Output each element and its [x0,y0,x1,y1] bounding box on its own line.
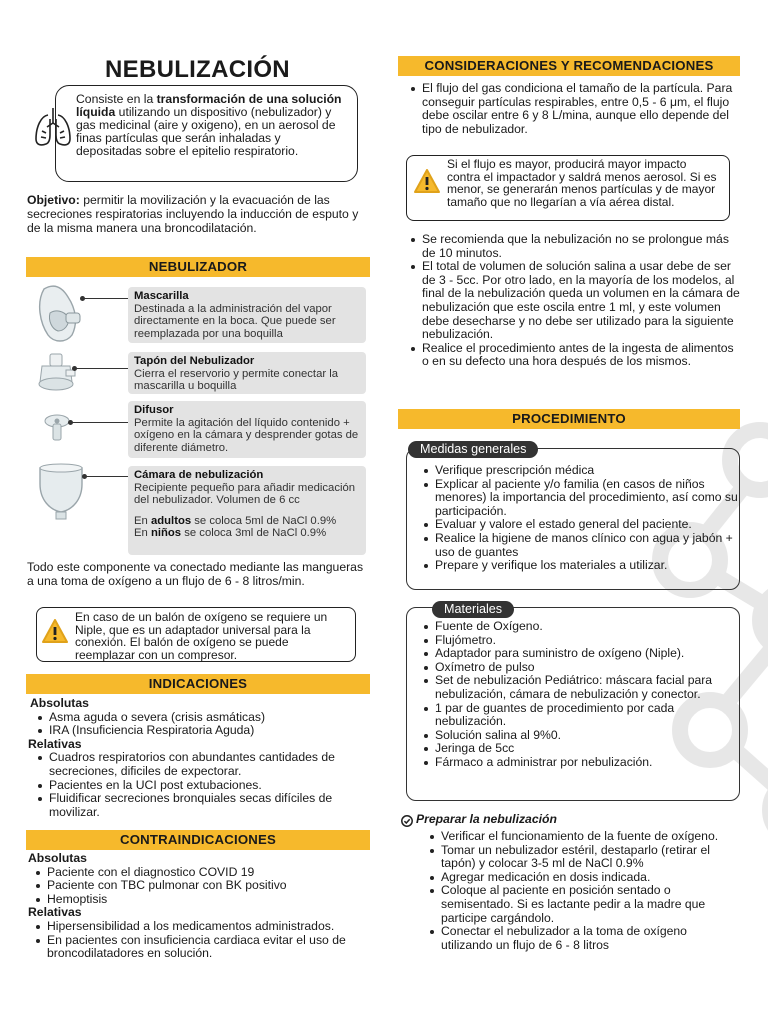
materiales-tag: Materiales [432,601,514,618]
part-name: Mascarilla [134,290,189,302]
part-name: Cámara de nebulización [134,469,264,481]
objective-label: Objetivo: [27,193,80,207]
part-name: Difusor [134,404,174,416]
warning-text: Si el flujo es mayor, producirá mayor impacto contra el impactador y saldrá menos aerosol. Si es menor, se generarán menos partículas y de mayor tamaño que no llegarían a vía aérea distal. [447,157,717,209]
list-item: Realice la higiene de manos clínico con agua y jabón + uso de guantes [416,532,738,559]
part-desc: Recipiente pequeño para añadir medicación del nebulizador. Volumen de 6 cc [134,481,356,506]
indicaciones-list [30,697,370,819]
pointer-dot [82,474,87,479]
list-item: Realice el procedimiento antes de la ingesta de alimentos o en su defecto una hora después de los mismos. [403,342,741,369]
materiales-list [416,620,738,770]
list-item: Solución salina al 9%0. [416,729,738,743]
warning-icon [41,618,69,644]
dose-bold: adultos [150,514,192,527]
list-item: 1 par de guantes de procedimiento por cada nebulización. [416,702,738,729]
part-difusor [128,401,366,458]
part-desc: Destinada a la administración del vapor directamente en la boca. Que puede ser reemplazada por una boquilla [134,302,336,340]
medidas-tag: Medidas generales [408,441,538,458]
contraindicaciones-list [28,852,368,961]
consideraciones-list [403,233,741,369]
pointer-dot [68,420,73,425]
part-mascarilla [128,287,366,343]
list-item: El total de volumen de solución salina a usar debe de ser de 3 - 5cc. Por otro lado, en la mayoría de los modelos, al final de la nebulización queda un volumen en la cámara de nebulización que este oscila entre 1 ml, y este volumen debe desecharse y no debe ser utilizado para la siguiente nebulización. [403,260,741,342]
pointer-line [76,368,132,369]
mask-image [28,283,84,345]
pointer-dot [72,366,77,371]
list-item: IRA (Insuficiencia Respiratoria Aguda) [30,724,370,738]
dose-text: En [134,514,151,527]
diffuser-image [42,412,72,444]
list-item: Tomar un nebulizador estéril, destaparlo (retirar el tapón) y colocar 3-5 ml de NaCl 0.9% [422,844,738,871]
oxygen-warning-box [36,607,356,662]
list-item: Paciente con TBC pulmonar con BK positivo [28,879,368,893]
dose-bold: niños [150,527,182,539]
cap-image [36,352,76,398]
warning-text: En caso de un balón de oxígeno se requiere un Niple, que es un adaptador universal para la conexión. El balón de oxígeno se puede reemplazar con un compresor. [75,610,328,662]
list-item: En pacientes con insuficiencia cardiaca evitar el uso de broncodilatadores en solución. [28,934,368,961]
consideraciones-item1 [403,82,733,136]
list-item: Conectar el nebulizador a la toma de oxígeno utilizando un flujo de 6 - 8 litros [422,925,738,952]
absolutas-label: Absolutas [30,696,89,710]
list-item: Adaptador para suministro de oxígeno (Niple). [416,647,738,661]
objective-paragraph [27,193,367,235]
definition-bold: transformación de una solución líquida [76,92,342,119]
dose-text: se coloca 5ml de NaCl 0.9% [191,514,337,527]
dose-text: se coloca 3ml de NaCl 0.9% [181,527,327,539]
part-desc: Permite la agitación del líquido contenido + oxígeno en la cámara y desprender gotas de diferente diámetro. [134,416,359,454]
list-item: Hipersensibilidad a los medicamentos administrados. [28,920,368,934]
medidas-list [416,464,738,573]
definition-post: utilizando un dispositivo (nebulizador) y gas medicinal (aire y oxigeno), en un aerosol de finas partículas que serán inhaladas y depositadas sobre el epitelio respiratorio. [76,105,336,158]
part-camara [128,466,366,555]
pointer-dot [80,296,85,301]
list-item: Pacientes en la UCI post extubaciones. [30,779,370,793]
dose-kids [134,527,360,540]
part-desc: Cierra el reservorio y permite conectar la mascarilla u boquilla [134,367,339,392]
dose-adults [134,515,360,528]
part-tapon [128,352,366,394]
procedimiento-header: PROCEDIMIENTO [398,409,740,429]
check-circle-icon [401,815,413,827]
absolutas-label: Absolutas [28,851,87,865]
list-item: Jeringa de 5cc [416,742,738,756]
preparar-list [422,830,738,952]
list-item: Cuadros respiratorios con abundantes cantidades de secreciones, dificiles de expectorar. [30,751,370,778]
pointer-line [86,476,132,477]
list-item: Prepare y verifique los materiales a utilizar. [416,559,738,573]
relativas-label: Relativas [28,905,82,920]
list-item: Agregar medicación en dosis indicada. [422,871,738,885]
nebulizador-header: NEBULIZADOR [26,257,370,277]
pointer-line [84,298,132,299]
list-item: Fluidificar secreciones bronquiales secas difíciles de movilizar. [30,792,370,819]
warning-icon [413,168,441,194]
chamber-image [34,462,88,520]
dose-text: En [134,527,151,539]
list-item: Set de nebulización Pediátrico: máscara facial para nebulización, cámara de nebulización y conector. [416,674,738,701]
list-item: Se recomienda que la nebulización no se prolongue más de 10 minutos. [403,233,741,260]
list-item: Flujómetro. [416,634,738,648]
list-item: Oxímetro de pulso [416,661,738,675]
list-item: Verifique prescripción médica [416,464,738,478]
page-title: NEBULIZACIÓN [105,56,290,83]
contraindicaciones-header: CONTRAINDICACIONES [26,830,370,850]
connect-paragraph: Todo este componente va conectado mediante las mangueras a una toma de oxígeno a un flujo de 6 - 8 litros/min. [27,560,364,588]
definition-box [55,85,358,182]
list-item: Verificar el funcionamiento de la fuente de oxígeno. [422,830,738,844]
part-name: Tapón del Nebulizador [134,355,255,367]
preparar-label: Preparar la nebulización [416,812,557,826]
indicaciones-header: INDICACIONES [26,674,370,694]
list-item: Hemoptisis [28,893,368,907]
list-item: Coloque al paciente en posición sentado o semisentado. Si es lactante pedir a la madre que participe cargándolo. [422,884,738,925]
list-item: Paciente con el diagnostico COVID 19 [28,866,368,880]
list-item: Explicar al paciente y/o familia (en casos de niños menores) la importancia del procedimiento, así como su participación. [416,478,738,519]
list-item: Asma aguda o severa (crisis asmáticas) [30,711,370,725]
consideraciones-header: CONSIDERACIONES Y RECOMENDACIONES [398,56,740,76]
flow-warning-box [406,155,730,221]
objective-text: permitir la movilización y la evacuación de las secreciones respiratorias incluyendo la inducción de esputo y de la misma manera una broncodilatación. [27,193,359,235]
pointer-line [72,422,132,423]
list-item: Fármaco a administrar por nebulización. [416,756,738,770]
list-item: Evaluar y valore el estado general del paciente. [416,518,738,532]
relativas-label: Relativas [28,736,82,751]
list-item: Fuente de Oxígeno. [416,620,738,634]
list-item: El flujo del gas condiciona el tamaño de la partícula. Para conseguir partículas respirables, entre 0,5 - 6 μm, el flujo debe oscilar entre 6 y 8 L/mina, aunque ello depende del tipo de nebulizador. [403,82,733,136]
definition-pre: Consiste en la [76,92,157,106]
